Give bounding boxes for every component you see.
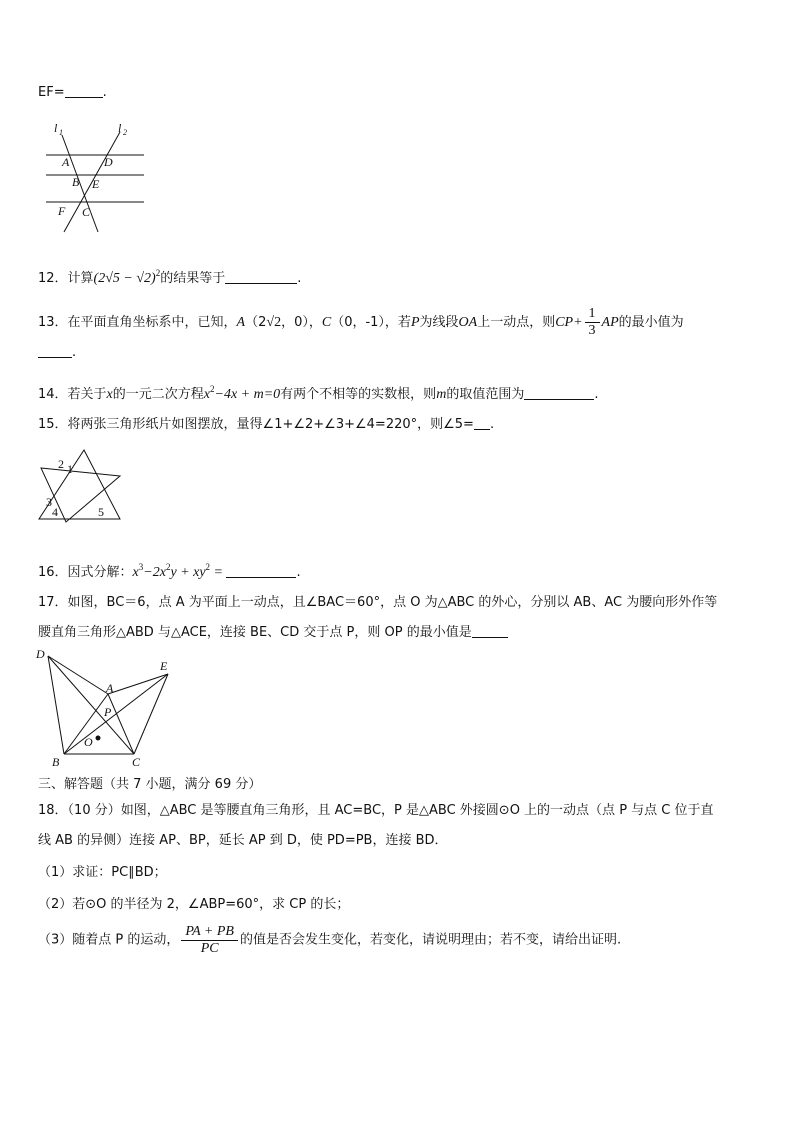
q-ef-line [38,84,107,102]
q13-c-label: C [321,315,332,330]
q14-x: x [106,387,113,402]
label-A: A [62,155,70,169]
label-l2-sub: 2 [123,128,127,137]
q16-exp-c: 2 [205,562,211,572]
q18-text1: 18．（10 分）如图，△ABC 是等腰直角三角形，且 AC=BC，P 是△ABC 外接圆⊙O 上的一动点（点 P 与点 C 位于直 [38,803,714,818]
q18-text2: 线 AB 的异侧）连接 AP、BP，延长 AP 到 D，使 PD=PB，连接 BD． [38,833,448,848]
seg-DA [48,656,108,694]
q16-a: x [132,565,139,580]
q18-part3 [38,924,621,957]
q14-tail: 的取值范围为 [446,387,525,402]
q14-eq-a: x [203,387,210,402]
answer-blank [472,625,508,638]
label-l1: l [54,121,58,135]
q16-line [38,558,301,582]
label-B: B [72,175,80,189]
label-O: O [84,735,93,749]
q18-part1 [38,864,167,882]
parallel-lines-figure [40,120,150,240]
seg-CE [134,674,168,754]
q16-end: . [296,565,301,580]
q15-line [38,416,494,434]
answer-blank [524,387,594,400]
q16-exp-a: 3 [138,562,144,572]
q13-oa-label: OA [458,315,478,330]
angle-2: 2 [58,457,64,471]
q14-eq-exp: 2 [210,384,215,394]
answer-blank [65,85,103,98]
seg-DB [48,656,64,754]
answer-blank [226,565,296,578]
q16-prefix: 16．因式分解： [38,565,133,580]
q17-text2: 腰直角三角形△ABD 与△ACE，连接 BE、CD 交于点 P，则 OP 的最小值是 [38,625,472,640]
angle-1: 1 [67,462,73,476]
q13-c-coord: （0，-1），若 [331,315,411,330]
q16-exp-b: 2 [165,562,171,572]
q14-prefix: 14．若关于 [38,387,107,402]
label-C: C [82,205,91,219]
label-l1-sub: 1 [59,128,63,137]
q15-text: 15．将两张三角形纸片如图摆放，量得∠1+∠2+∠3+∠4=220°，则∠5= [38,417,474,432]
q13-mid2: 上一动点，则 [477,315,556,330]
q13-fraction [585,306,600,339]
q18-line2 [38,832,448,850]
q18-p3-b: 的值是否会发生变化，若变化，请说明理由；若不变，请给出证明. [240,932,622,948]
q15-end: . [489,417,495,432]
q12-exp: 2 [155,268,161,278]
q13-cp-label: CP+ [555,315,583,330]
q18-fraction [181,924,238,957]
label-F: F [58,204,66,218]
q-ef-end: . [102,85,107,100]
label-C: C [132,755,141,769]
q13-p-label: P [410,315,420,330]
angle-5: 5 [98,505,104,519]
seg-BE [64,674,168,754]
q13-a-sqrt: √2 [266,315,282,330]
q12-end: . [297,271,302,286]
q18-p2: （2）若⊙O 的半径为 2，∠ABP=60°，求 CP 的长； [38,897,350,912]
q13-frac-den: 3 [588,323,596,338]
q13-a-rest: ，0）， [281,315,322,330]
q18-p1: （1）求证：PC∥BD； [38,865,167,880]
q16-c: y + xy [170,565,206,580]
q17-line1 [38,594,717,612]
q13-ap-label: AP [601,315,619,330]
q18-frac-num: PA + PB [181,924,238,941]
q12-suffix: 的结果等于 [160,271,226,286]
q13-a-coord: （2 [245,315,267,330]
q18-frac-den: PC [200,941,219,956]
q18-p3-a: （3）随着点 P 的运动， [38,932,180,948]
label-P: P [104,705,112,719]
label-E: E [92,177,100,191]
q13-mid: 为线段 [419,315,459,330]
two-triangles-figure [36,444,126,524]
geometry-figure-17 [34,646,184,770]
point-O [96,736,101,741]
answer-blank [38,345,72,358]
angle-3: 3 [46,495,52,509]
q13-frac-num: 1 [585,306,600,323]
q16-d: = [210,565,227,580]
q18-part2 [38,896,349,914]
q14-mid2: 有两个不相等的实数根，则 [280,387,437,402]
label-l2: l [118,121,122,135]
q14-eq-b: −4x + m=0 [214,387,281,402]
label-E: E [160,659,168,673]
q-ef-text: EF= [38,85,65,100]
q16-b: −2x [143,565,166,580]
q14-end: . [594,387,599,402]
q17-text1: 17．如图，BC＝6，点 A 为平面上一动点，且∠BAC＝60°，点 O 为△ABC 的外心，分别以 AB、AC 为腰向形外作等 [38,595,718,610]
section-3-heading [38,776,261,794]
q13-line [38,306,684,339]
label-D: D [36,647,45,661]
answer-blank [474,417,490,430]
seg-AE [108,674,168,694]
q14-line [38,380,598,404]
q13-line2 [38,344,76,362]
q13-end: . [72,345,77,360]
q12-expr: (2√5 − √2) [93,271,156,286]
label-A: A [106,681,114,695]
answer-blank [225,271,297,284]
q14-mid: 的一元二次方程 [112,387,204,402]
q13-tail: 的最小值为 [618,315,684,330]
angle-4: 4 [52,505,58,519]
q13-a-label: A [236,315,246,330]
q17-line2 [38,624,508,642]
q18-line1 [38,802,714,820]
q14-m: m [436,387,447,402]
section-3-text: 三、解答题（共 7 小题，满分 69 分） [38,777,262,792]
label-D: D [104,155,113,169]
label-B: B [52,755,60,769]
q12-prefix: 12．计算 [38,271,94,286]
q13-intro: 13．在平面直角坐标系中，已知， [38,315,237,330]
q12-line [38,264,301,288]
